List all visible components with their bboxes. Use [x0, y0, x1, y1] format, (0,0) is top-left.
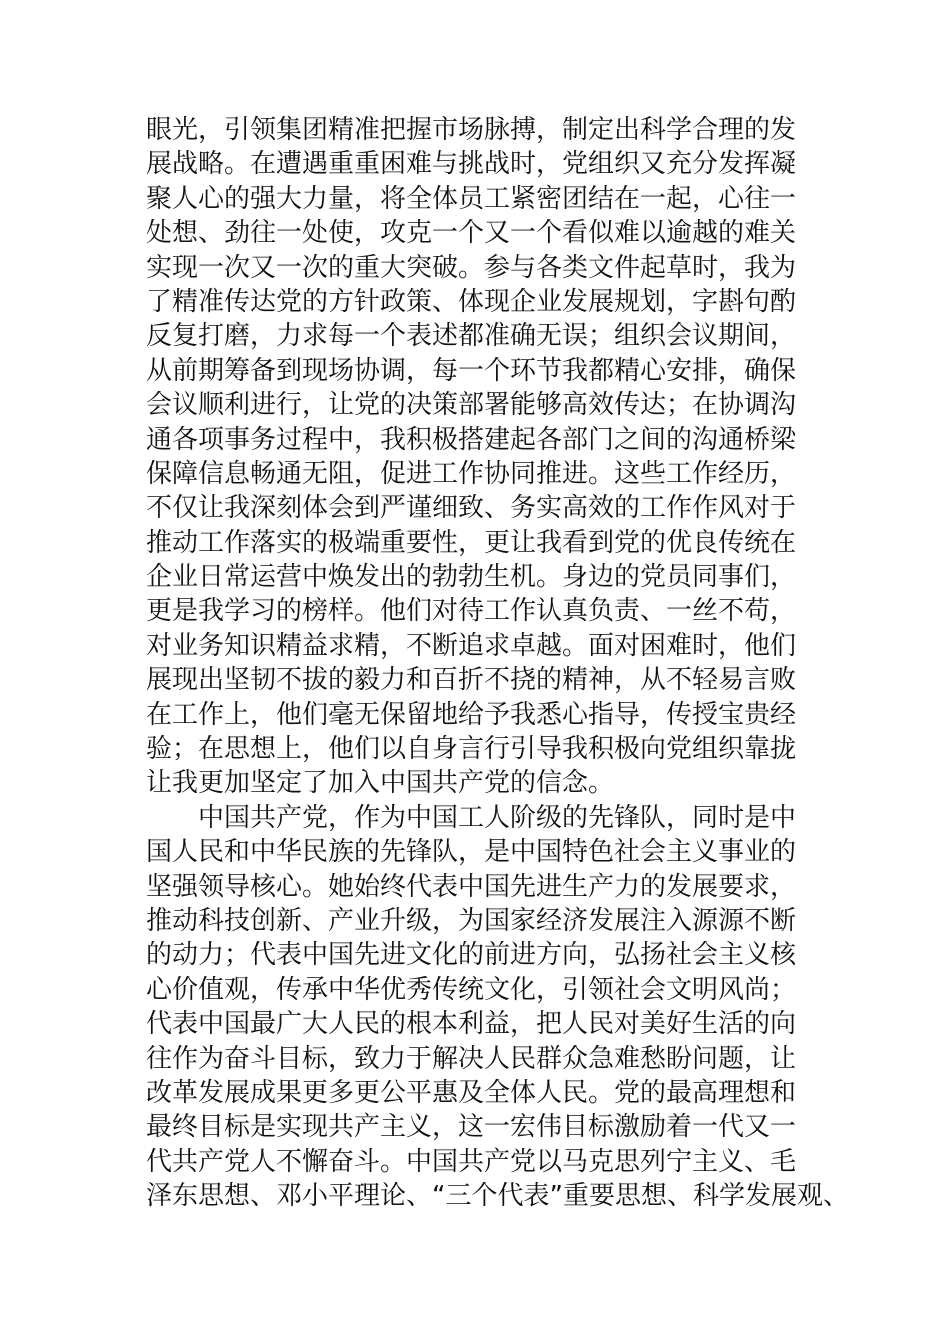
text-line: 中国共产党，作为中国工人阶级的先锋队，同时是中: [146, 802, 797, 833]
text-line: 从前期筹备到现场协调，每一个环节我都精心安排，确保: [146, 355, 797, 386]
text-line: 推动科技创新、产业升级，为国家经济发展注入源源不断: [146, 905, 797, 936]
text-line: 对业务知识精益求精，不断追求卓越。面对困难时，他们: [146, 630, 797, 661]
text-line: 最终目标是实现共产主义，这一宏伟目标激励着一代又一: [146, 1112, 797, 1143]
text-line: 更是我学习的榜样。他们对待工作认真负责、一丝不苟，: [146, 596, 797, 627]
text-line: 通各项事务过程中，我积极搭建起各部门之间的沟通桥梁: [146, 424, 797, 455]
text-line: 坚强领导核心。她始终代表中国先进生产力的发展要求，: [146, 871, 797, 902]
text-line: 展现出坚韧不拔的毅力和百折不挠的精神，从不轻易言败: [146, 665, 797, 696]
text-line: 会议顺利进行，让党的决策部署能够高效传达；在协调沟: [146, 390, 797, 421]
text-line: 改革发展成果更多更公平惠及全体人民。党的最高理想和: [146, 1077, 797, 1108]
text-line: 不仅让我深刻体会到严谨细致、务实高效的工作作风对于: [146, 493, 797, 524]
text-line: 聚人心的强大力量，将全体员工紧密团结在一起，心往一: [146, 183, 797, 214]
text-line: 代共产党人不懈奋斗。中国共产党以马克思列宁主义、毛: [146, 1146, 797, 1177]
text-line: 了精准传达党的方针政策、体现企业发展规划，字斟句酌: [146, 286, 797, 317]
text-line: 心价值观，传承中华优秀传统文化，引领社会文明风尚；: [146, 974, 797, 1005]
text-line: 展战略。在遭遇重重困难与挑战时，党组织又充分发挥凝: [146, 149, 797, 180]
text-line: 往作为奋斗目标，致力于解决人民群众急难愁盼问题，让: [146, 1043, 797, 1074]
body-text: [146, 113, 849, 1214]
text-line: 处想、劲往一处使，攻克一个又一个看似难以逾越的难关: [146, 218, 797, 249]
text-line: 企业日常运营中焕发出的勃勃生机。身边的党员同事们，: [146, 562, 797, 593]
text-line: 国人民和中华民族的先锋队，是中国特色社会主义事业的: [146, 837, 797, 868]
text-line: 验；在思想上，他们以自身言行引导我积极向党组织靠拢: [146, 734, 797, 765]
text-line: 推动工作落实的极端重要性，更让我看到党的优良传统在: [146, 527, 797, 558]
text-line: 反复打磨，力求每一个表述都准确无误；组织会议期间，: [146, 321, 797, 352]
text-line: 代表中国最广大人民的根本利益，把人民对美好生活的向: [146, 1009, 797, 1040]
text-line: 泽东思想、邓小平理论、“三个代表”重要思想、科学发展观、: [146, 1181, 849, 1212]
text-line: 的动力；代表中国先进文化的前进方向，弘扬社会主义核: [146, 940, 797, 971]
text-line: 在工作上，他们毫无保留地给予我悉心指导，传授宝贵经: [146, 699, 797, 730]
text-line: 实现一次又一次的重大突破。参与各类文件起草时，我为: [146, 252, 797, 283]
text-line: 保障信息畅通无阻，促进工作协同推进。这些工作经历，: [146, 458, 797, 489]
text-line: 眼光，引领集团精准把握市场脉搏，制定出科学合理的发: [146, 115, 797, 145]
text-line: 让我更加坚定了加入中国共产党的信念。: [146, 768, 615, 799]
